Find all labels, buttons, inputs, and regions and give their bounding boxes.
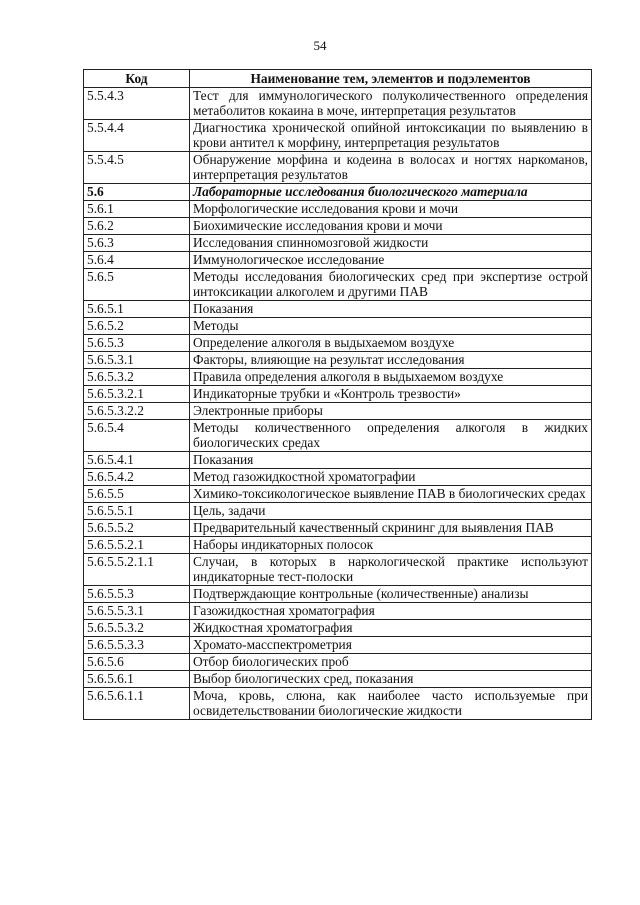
- table-row: [84, 120, 592, 152]
- row-code: 5.6.3: [84, 235, 190, 252]
- curriculum-table: [83, 69, 592, 720]
- row-code: 5.6.5.2: [84, 318, 190, 335]
- table-row: [84, 352, 592, 369]
- table-row: [84, 386, 592, 403]
- row-name: Лабораторные исследования биологического материала: [190, 184, 592, 201]
- row-name: Иммунологическое исследование: [190, 252, 592, 269]
- table-row: [84, 586, 592, 603]
- row-code: 5.5.4.4: [84, 120, 190, 152]
- table-row: [84, 369, 592, 386]
- page-number: 54: [313, 38, 327, 53]
- row-name: Тест для иммунологического полуколичественного определения метаболитов кокаина в моче, интерпретация результатов: [190, 88, 592, 120]
- table-header-row: [84, 70, 592, 88]
- code-column-header: Код: [84, 70, 190, 88]
- row-name: Правила определения алкоголя в выдыхаемом воздухе: [190, 369, 592, 386]
- table-row: [84, 620, 592, 637]
- row-name: Предварительный качественный скрининг для выявления ПАВ: [190, 520, 592, 537]
- table-row: [84, 201, 592, 218]
- row-code: 5.6.5.5: [84, 486, 190, 503]
- table-row: [84, 252, 592, 269]
- table-row: [84, 452, 592, 469]
- row-name: Диагностика хронической опийной интоксикации по выявлению в крови антител к морфину, интерпретация результатов: [190, 120, 592, 152]
- table-row: [84, 420, 592, 452]
- row-name: Методы исследования биологических сред при экспертизе острой интоксикации алкоголем и другими ПАВ: [190, 269, 592, 301]
- row-name: Индикаторные трубки и «Контроль трезвости»: [190, 386, 592, 403]
- section-row: [84, 184, 592, 201]
- row-code: 5.6.5.1: [84, 301, 190, 318]
- table-row: [84, 537, 592, 554]
- row-name: Цель, задачи: [190, 503, 592, 520]
- row-name: Показания: [190, 301, 592, 318]
- table-row: [84, 403, 592, 420]
- row-code: 5.5.4.3: [84, 88, 190, 120]
- row-code: 5.5.4.5: [84, 152, 190, 184]
- table-row: [84, 603, 592, 620]
- row-code: 5.6.5: [84, 269, 190, 301]
- row-code: 5.6.5.5.3.1: [84, 603, 190, 620]
- row-code: 5.6.5.5.2.1: [84, 537, 190, 554]
- row-code: 5.6.5.3.2.2: [84, 403, 190, 420]
- table-row: [84, 335, 592, 352]
- row-code: 5.6.5.4: [84, 420, 190, 452]
- row-code: 5.6.5.5.3.3: [84, 637, 190, 654]
- table-body: [84, 88, 592, 720]
- row-code: 5.6.5.6: [84, 654, 190, 671]
- row-code: 5.6.5.5.3: [84, 586, 190, 603]
- row-code: 5.6.5.4.2: [84, 469, 190, 486]
- row-code: 5.6.5.5.1: [84, 503, 190, 520]
- row-name: Наборы индикаторных полосок: [190, 537, 592, 554]
- row-name: Биохимические исследования крови и мочи: [190, 218, 592, 235]
- row-code: 5.6.1: [84, 201, 190, 218]
- table-row: [84, 520, 592, 537]
- row-name: Подтверждающие контрольные (количественные) анализы: [190, 586, 592, 603]
- row-name: Выбор биологических сред, показания: [190, 671, 592, 688]
- row-name: Отбор биологических проб: [190, 654, 592, 671]
- row-name: Жидкостная хроматография: [190, 620, 592, 637]
- row-code: 5.6.4: [84, 252, 190, 269]
- name-column-header: Наименование тем, элементов и подэлементов: [190, 70, 592, 88]
- row-code: 5.6.5.3.2.1: [84, 386, 190, 403]
- row-code: 5.6.5.5.2.1.1: [84, 554, 190, 586]
- row-name: Показания: [190, 452, 592, 469]
- row-name: Хромато-масспектрометрия: [190, 637, 592, 654]
- row-name: Исследования спинномозговой жидкости: [190, 235, 592, 252]
- row-code: 5.6.5.3.2: [84, 369, 190, 386]
- row-code: 5.6.5.6.1: [84, 671, 190, 688]
- table-row: [84, 554, 592, 586]
- row-name: Определение алкоголя в выдыхаемом воздухе: [190, 335, 592, 352]
- table-row: [84, 688, 592, 720]
- row-name: Газожидкостная хроматография: [190, 603, 592, 620]
- row-name: Случаи, в которых в наркологической практике используют индикаторные тест-полоски: [190, 554, 592, 586]
- table-row: [84, 88, 592, 120]
- row-name: Моча, кровь, слюна, как наиболее часто используемые при освидетельствовании биологические жидкости: [190, 688, 592, 720]
- row-code: 5.6.5.3: [84, 335, 190, 352]
- row-name: Методы количественного определения алкоголя в жидких биологических средах: [190, 420, 592, 452]
- row-name: Электронные приборы: [190, 403, 592, 420]
- table-row: [84, 318, 592, 335]
- table-row: [84, 301, 592, 318]
- table-row: [84, 637, 592, 654]
- table-row: [84, 503, 592, 520]
- row-code: 5.6.5.3.1: [84, 352, 190, 369]
- row-code: 5.6.5.5.2: [84, 520, 190, 537]
- row-code: 5.6: [84, 184, 190, 201]
- table-row: [84, 486, 592, 503]
- row-code: 5.6.5.5.3.2: [84, 620, 190, 637]
- table-row: [84, 235, 592, 252]
- row-name: Химико-токсикологическое выявление ПАВ в биологических средах: [190, 486, 592, 503]
- row-name: Факторы, влияющие на результат исследования: [190, 352, 592, 369]
- table-row: [84, 469, 592, 486]
- table-row: [84, 269, 592, 301]
- row-code: 5.6.2: [84, 218, 190, 235]
- table-row: [84, 218, 592, 235]
- row-code: 5.6.5.4.1: [84, 452, 190, 469]
- row-name: Морфологические исследования крови и мочи: [190, 201, 592, 218]
- row-name: Обнаружение морфина и кодеина в волосах и ногтях наркоманов, интерпретация результатов: [190, 152, 592, 184]
- table-row: [84, 671, 592, 688]
- row-code: 5.6.5.6.1.1: [84, 688, 190, 720]
- row-name: Методы: [190, 318, 592, 335]
- row-name: Метод газожидкостной хроматографии: [190, 469, 592, 486]
- table-row: [84, 152, 592, 184]
- table-row: [84, 654, 592, 671]
